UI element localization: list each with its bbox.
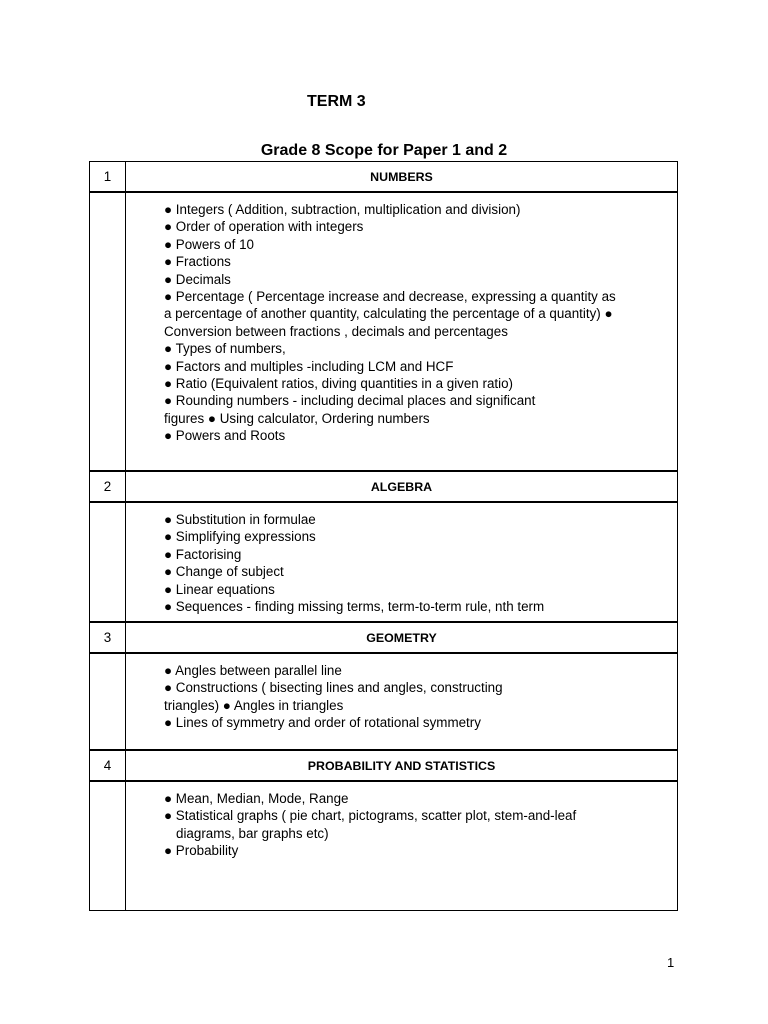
topic-line: ● Change of subject — [164, 564, 284, 580]
section-header-row — [90, 162, 678, 193]
section-body-row — [90, 781, 678, 911]
section-heading-probability-statistics: PROBABILITY AND STATISTICS — [126, 750, 678, 781]
topic-line: Conversion between fractions , decimals and percentages — [164, 323, 508, 339]
section-content-numbers — [126, 192, 678, 471]
topic-line: ● Mean, Median, Mode, Range — [164, 791, 349, 806]
topic-line: ● Factors and multiples -including LCM and HCF — [164, 358, 454, 374]
section-number-spacer — [90, 502, 126, 622]
topic-line: ● Integers ( Addition, subtraction, multiplication and division) — [164, 202, 521, 217]
topic-line: diagrams, bar graphs etc) — [176, 825, 329, 841]
page-number: 1 — [667, 955, 675, 970]
topic-line: ● Linear equations — [164, 581, 275, 597]
topic-line: ● Powers of 10 — [164, 236, 254, 252]
section-heading-algebra: ALGEBRA — [126, 471, 678, 502]
section-content-geometry — [126, 653, 678, 750]
section-number: 4 — [90, 750, 126, 781]
section-heading-numbers: NUMBERS — [126, 162, 678, 193]
section-header-row — [90, 750, 678, 781]
scope-table — [89, 161, 678, 911]
topic-line: ● Sequences - finding missing terms, term-to-term rule, nth term — [164, 599, 545, 615]
section-content-algebra — [126, 502, 678, 622]
topic-line: ● Lines of symmetry and order of rotational symmetry — [164, 715, 481, 731]
topic-line: figures ● Using calculator, Ordering numbers — [164, 410, 430, 426]
section-body-row — [90, 653, 678, 750]
topic-line: ● Fractions — [164, 254, 231, 270]
section-number-spacer — [90, 192, 126, 471]
section-number-spacer — [90, 653, 126, 750]
topic-line: ● Simplifying expressions — [164, 529, 316, 545]
section-body-row — [90, 192, 678, 471]
page-title: Grade 8 Scope for Paper 1 and 2 — [260, 142, 508, 159]
section-number: 1 — [90, 162, 126, 193]
section-body-row — [90, 502, 678, 622]
topic-line: ● Rounding numbers - including decimal places and significant — [164, 393, 536, 409]
topic-line: ● Constructions ( bisecting lines and angles, constructing — [164, 680, 503, 696]
topic-line: ● Ratio (Equivalent ratios, diving quantities in a given ratio) — [164, 376, 513, 392]
topic-line: ● Decimals — [164, 271, 231, 287]
topic-line: triangles) ● Angles in triangles — [164, 697, 344, 713]
topic-line: ● Percentage ( Percentage increase and decrease, expressing a quantity as — [164, 289, 616, 305]
topic-line: ● Probability — [164, 843, 239, 859]
topic-line: ● Types of numbers, — [164, 341, 286, 357]
topic-line: ● Substitution in formulae — [164, 512, 316, 527]
section-number: 2 — [90, 471, 126, 502]
topic-line: a percentage of another quantity, calculating the percentage of a quantity) ● — [164, 306, 613, 322]
section-header-row — [90, 622, 678, 653]
section-number-spacer — [90, 781, 126, 911]
section-header-row — [90, 471, 678, 502]
section-heading-geometry: GEOMETRY — [126, 622, 678, 653]
topic-line: ● Powers and Roots — [164, 428, 286, 444]
term-heading: TERM 3 — [307, 93, 366, 110]
section-content-probability-statistics — [126, 781, 678, 911]
topic-line: ● Angles between parallel line — [164, 663, 342, 678]
section-number: 3 — [90, 622, 126, 653]
topic-line: ● Order of operation with integers — [164, 219, 364, 235]
topic-line: ● Factorising — [164, 546, 242, 562]
topic-line: ● Statistical graphs ( pie chart, pictograms, scatter plot, stem-and-leaf — [164, 808, 577, 824]
